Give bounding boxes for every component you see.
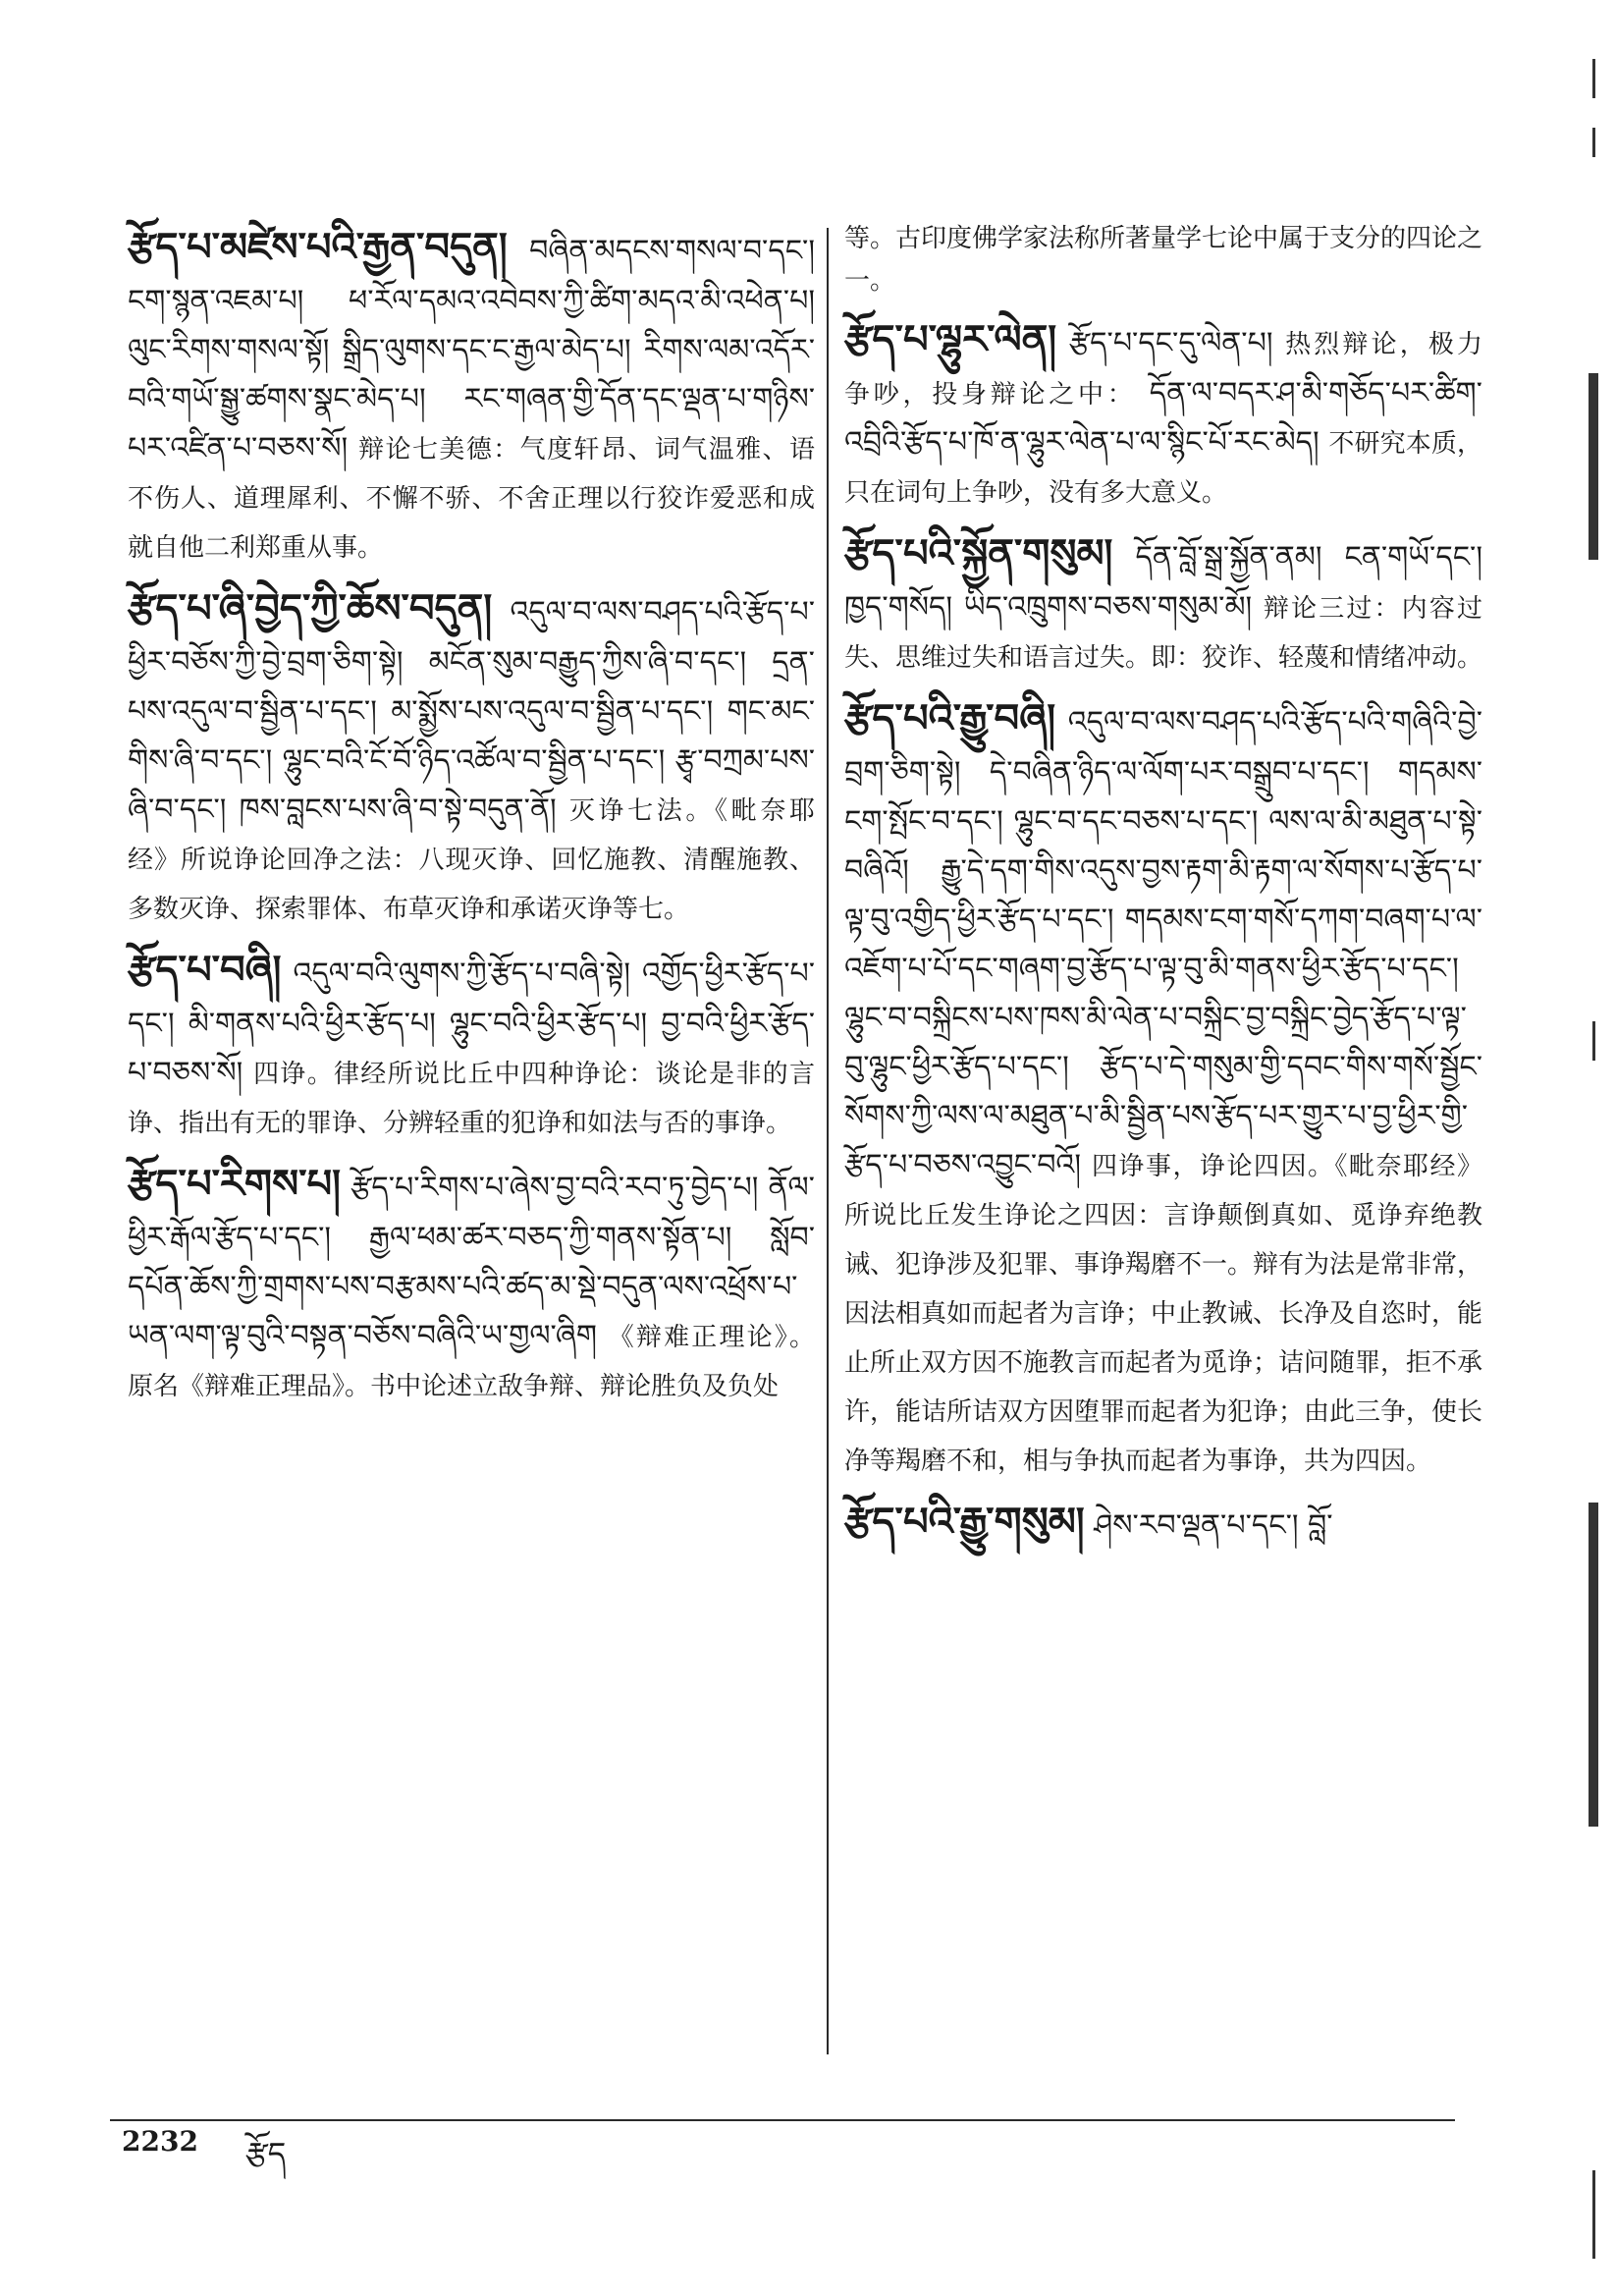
- entry-headword: རྩོད་པའི་རྒྱུ་གསུམ།: [844, 1499, 1085, 1545]
- entry: [128, 941, 815, 1147]
- entry: [844, 689, 1482, 1485]
- entry-continuation: [844, 218, 1482, 302]
- scan-edge-mark: [1592, 1021, 1595, 1061]
- entry-headword: རྩོད་པ་བཞི།: [128, 947, 282, 993]
- entry-headword: རྩོད་པ་མཛེས་པའི་རྒྱན་བདུན།: [128, 224, 508, 270]
- entry-headword: རྩོད་པ་ཞི་བྱེད་ཀྱི་ཆོས་བདུན།: [128, 585, 493, 631]
- entry-tibetan-definition: རྩོད་པ་རིགས་པ་ཞེས་བྱ་བའི་རབ་ཏུ་བྱེད་པ། ནོལ་ཕྱིར་རྒོལ་རྩོད་པ་དང་། རྒྱལ་ཕམ་ཚར་བཅད་ཀྱི་གནས་སྟོན་པ། སློབ་དཔོན་ཆོས་ཀྱི་གྲགས་པས་བརྩམས་པའི་ཚད་མ་སྡེ་བདུན་ལས་འཕྲོས་པ་ཡན་ལག་ལྟ་བུའི་བསྟན་བཅོས་བཞིའི་ཡ་གྱལ་ཞིག: [128, 1171, 815, 1353]
- entry-headword: རྩོད་པ་རིགས་པ།: [128, 1161, 341, 1207]
- page-number: 2232: [122, 2125, 198, 2158]
- entry-headword: རྩོད་པའི་སྐྱོན་གསུམ།: [844, 530, 1113, 576]
- entry-chinese-gloss: 热烈辩论，极力争吵，投身辩论之中：: [844, 330, 1482, 410]
- scan-edge-mark: [1589, 373, 1598, 560]
- entry-chinese-gloss: 四诤。律经所说比丘中四种诤论：谈论是非的言诤、指出有无的罪诤、分辨轻重的犯诤和如法与否的事诤。: [128, 1060, 815, 1138]
- entry-tibetan-example: དོན་ལ་བདར་ཤ་མི་གཅོད་པར་ཚིག་འབྲིའི་རྩོད་པ་ཁོ་ན་ལྷུར་ལེན་པ་ལ་སྙིང་པོ་རང་མེད།: [844, 376, 1482, 460]
- entry-chinese-gloss: 辩论七美德：气度轩昂、词气温雅、语不伤人、道理犀利、不懈不骄、不舍正理以行狡诈爱恶和成就自他二利郑重从事。: [128, 435, 815, 563]
- entry-chinese-example: 不研究本质，只在词句上争吵，没有多大意义。: [844, 429, 1482, 508]
- entry-chinese-gloss: 等。古印度佛学家法称所著量学七论中属于支分的四论之一。: [844, 224, 1483, 296]
- entry: [128, 1155, 815, 1410]
- entry-chinese-gloss: 《辩难正理论》。原名《辩难正理品》。书中论述立敌争辩、辩论胜负及负处: [128, 1323, 815, 1401]
- entry: [844, 524, 1482, 682]
- footer-rule: [110, 2119, 1455, 2121]
- entry: [128, 579, 815, 933]
- entry-headword: རྩོད་པ་ལྷུར་ལེན།: [844, 316, 1057, 362]
- scan-edge-mark: [1589, 1503, 1598, 1827]
- entry-chinese-gloss: 四诤事，诤论四因。《毗奈耶经》所说比丘发生诤论之四因：言诤颠倒真如、觅诤弃绝教诫、犯诤涉及犯罪、事诤羯磨不一。辩有为法是常非常，因法相真如而起者为言诤；中止教诫、长净及自恣时，能止所止双方因不施教言而起者为觅诤；诘问随罪，拒不承许，能诘所诘双方因堕罪而起者为犯诤；由此三争，使长净等羯磨不和，相与争执而起者为事诤，共为四因。: [844, 1152, 1483, 1476]
- scan-edge-mark: [1592, 2170, 1595, 2259]
- entry-tibetan-definition: འདུལ་བ་ལས་བཤད་པའི་རྩོད་པ་ཕྱིར་བཅོས་ཀྱི་བྱེ་བྲག་ཅིག་སྟེ། མངོན་སུམ་བརྒྱུད་ཀྱིས་ཞི་བ་དང་། དྲན་པས་འདུལ་བ་སྦྱིན་པ་དང་། མ་སྨྱོས་པས་འདུལ་བ་སྦྱིན་པ་དང་། གང་མང་གིས་ཞི་བ་དང་། ལྷུང་བའི་ངོ་བོ་ཉིད་འཚོལ་བ་སྦྱིན་པ་དང་། རྩྭ་བཀྲམ་པས་ཞི་བ་དང་། ཁས་བླངས་པས་ཞི་བ་སྟེ་བདུན་ནོ།: [128, 595, 815, 827]
- entry-tibetan-definition: དོན་བློ་སྒྲ་སྐྱོན་ནམ། ངན་གཡོ་དང་། ཁྱད་གསོད། ཡིད་འཁྲུགས་བཅས་གསུམ་མོ།: [844, 540, 1482, 625]
- right-column: [844, 218, 1482, 1559]
- entry: [844, 310, 1482, 517]
- entry-tibetan-definition: འདུལ་བའི་ལུགས་ཀྱི་རྩོད་པ་བཞི་སྟེ། འགྱོད་ཕྱིར་རྩོད་པ་དང་། མི་གནས་པའི་ཕྱིར་རྩོད་པ། ལྷུང་བའི་ཕྱིར་རྩོད་པ། བྱ་བའི་ཕྱིར་རྩོད་པ་བཅས་སོ།: [128, 957, 815, 1090]
- entry-chinese-gloss: 灭诤七法。《毗奈耶经》所说诤论回净之法：八现灭诤、回忆施教、清醒施教、多数灭诤、探索罪体、布草灭诤和承诺灭诤等七。: [128, 796, 815, 924]
- entry: [844, 1493, 1482, 1552]
- running-head: རྩོད: [245, 2135, 287, 2172]
- entry-chinese-gloss: 辩论三过：内容过失、思维过失和语言过失。即：狡诈、轻蔑和情绪冲动。: [844, 594, 1483, 673]
- entry: [128, 218, 815, 572]
- scan-edge-mark: [1592, 59, 1595, 98]
- entry-tibetan-definition: འདུལ་བ་ལས་བཤད་པའི་རྩོད་པའི་གཞིའི་བྱེ་བྲག་ཅིག་སྟེ། དེ་བཞིན་ཉིད་ལ་ལོག་པར་བསྒྲུབ་པ་དང་། གདམས་ངག་སྤོང་བ་དང་། ལྷུང་བ་དང་བཅས་པ་དང་། ལས་ལ་མི་མཐུན་པ་སྟེ་བཞིའོ། རྒྱུ་དེ་དག་གིས་འདུས་བྱས་རྟག་མི་རྟག་ལ་སོགས་པ་རྩོད་པ་ལྟ་བུ་འགྱིད་ཕྱིར་རྩོད་པ་དང་། གདམས་ངག་གསོ་དཀག་བཞག་པ་ལ་འཇོག་པ་པོ་དང་གཞག་བྱ་རྩོད་པ་ལྟ་བུ་མི་གནས་ཕྱིར་རྩོད་པ་དང་། ལྷུང་བ་བསྐྲིངས་པས་ཁས་མི་ལེན་པ་བསྐྲིང་བྱ་བསྐྲིང་བྱེད་རྩོད་པ་ལྟ་བུ་ལྷུང་ཕྱིར་རྩོད་པ་དང་། རྩོད་པ་དེ་གསུམ་གྱི་དབང་གིས་གསོ་སྦྱོང་སོགས་ཀྱི་ལས་ལ་མཐུན་པ་མི་སྦྱིན་པས་རྩོད་པར་གྱུར་པ་བྱ་ཕྱིར་གྱི་རྩོད་པ་བཅས་འབྱུང་བའོ།: [844, 705, 1482, 1182]
- scan-edge-mark: [1592, 128, 1595, 157]
- entry-tibetan-definition: ཤེས་རབ་ལྡན་པ་དང་། བློ་: [1094, 1508, 1333, 1543]
- entry-headword: རྩོད་པའི་རྒྱུ་བཞི།: [844, 695, 1056, 741]
- column-divider: [827, 228, 829, 2054]
- left-column: [128, 218, 815, 1418]
- entry-tibetan-definition: རྩོད་པ་དང་དུ་ལེན་པ།: [1068, 326, 1273, 360]
- entry-tibetan-definition: བཞིན་མདངས་གསལ་བ་དང་། ངག་སྙན་འཇམ་པ། ཕ་རོལ་དམའ་འབེབས་ཀྱི་ཚིག་མདའ་མི་འཕེན་པ། ལུང་རིགས་གསལ་སྟོ། སྒྲིད་ལུགས་དང་ང་རྒྱལ་མེད་པ། རིགས་ལམ་འདོར་བའི་གཡོ་སྒྱུ་ཚགས་སྣང་མེད་པ། རང་གཞན་གྱི་དོན་དང་ལྡན་པ་གཉིས་པར་འཛིན་པ་བཅས་སོ།: [128, 234, 815, 465]
